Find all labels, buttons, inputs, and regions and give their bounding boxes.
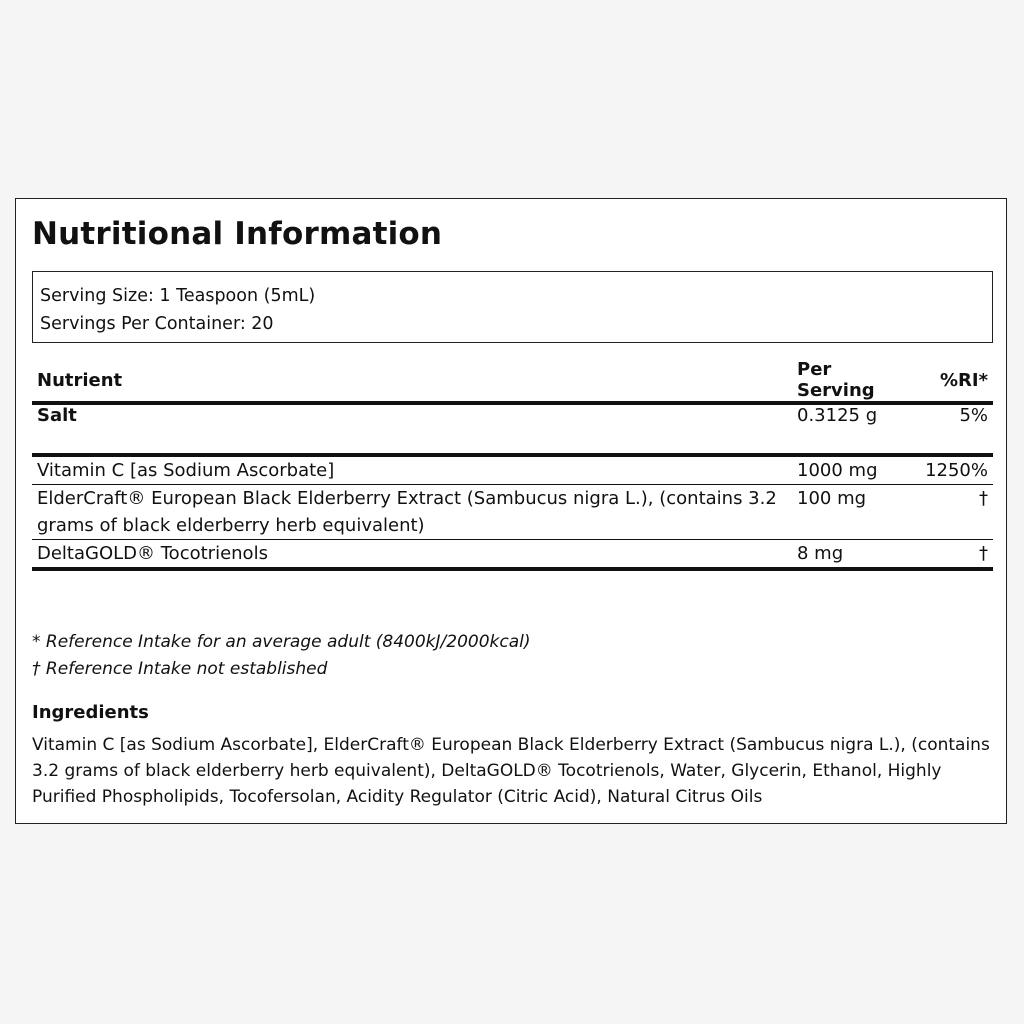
page-title: Nutritional Information: [32, 216, 443, 252]
ingredients-heading: Ingredients: [32, 702, 149, 723]
header-ri: %RI*: [907, 359, 993, 403]
ri-value: †: [907, 540, 993, 570]
ri-value: 5%: [907, 403, 993, 455]
nutrient-name: Salt: [32, 403, 792, 455]
table-row: [32, 455, 993, 485]
nutrient-table: [32, 359, 993, 571]
servings-per-container: Servings Per Container: 20: [40, 314, 274, 334]
per-serving-value: 0.3125 g: [792, 403, 907, 455]
header-nutrient: Nutrient: [32, 359, 792, 403]
footnote-not-established: † Reference Intake not established: [32, 659, 328, 679]
ingredients-text: Vitamin C [as Sodium Ascorbate], ElderCraft® European Black Elderberry Extract (Sambucus nigra L.), (contains 3.2 grams of black elderberry herb equivalent), DeltaGOLD® Tocotrienols, Water, Glycerin, Ethanol, Highly Purified Phospholipids, Tocofersolan, Acidity Regulator (Citric Acid), Natural Citrus Oils: [32, 735, 990, 807]
per-serving-value: 1000 mg: [792, 455, 907, 485]
table-row: [32, 403, 993, 455]
ri-value: †: [907, 485, 993, 540]
nutrition-panel: [15, 198, 1007, 824]
nutrient-name: ElderCraft® European Black Elderberry Extract (Sambucus nigra L.), (contains 3.2 grams of black elderberry herb equivalent): [32, 485, 792, 540]
header-per-serving: Per Serving: [792, 359, 907, 403]
footnote-ri: * Reference Intake for an average adult (8400kJ/2000kcal): [32, 632, 531, 652]
footnotes: [32, 629, 531, 683]
serving-size: Serving Size: 1 Teaspoon (5mL): [40, 286, 316, 306]
table-row: [32, 540, 993, 570]
per-serving-value: 100 mg: [792, 485, 907, 540]
nutrient-name: Vitamin C [as Sodium Ascorbate]: [32, 455, 792, 485]
per-serving-value: 8 mg: [792, 540, 907, 570]
ri-value: 1250%: [907, 455, 993, 485]
table-header-row: [32, 359, 993, 403]
nutrient-name: DeltaGOLD® Tocotrienols: [32, 540, 792, 570]
table-row: [32, 485, 993, 540]
serving-info-box: [32, 271, 993, 343]
